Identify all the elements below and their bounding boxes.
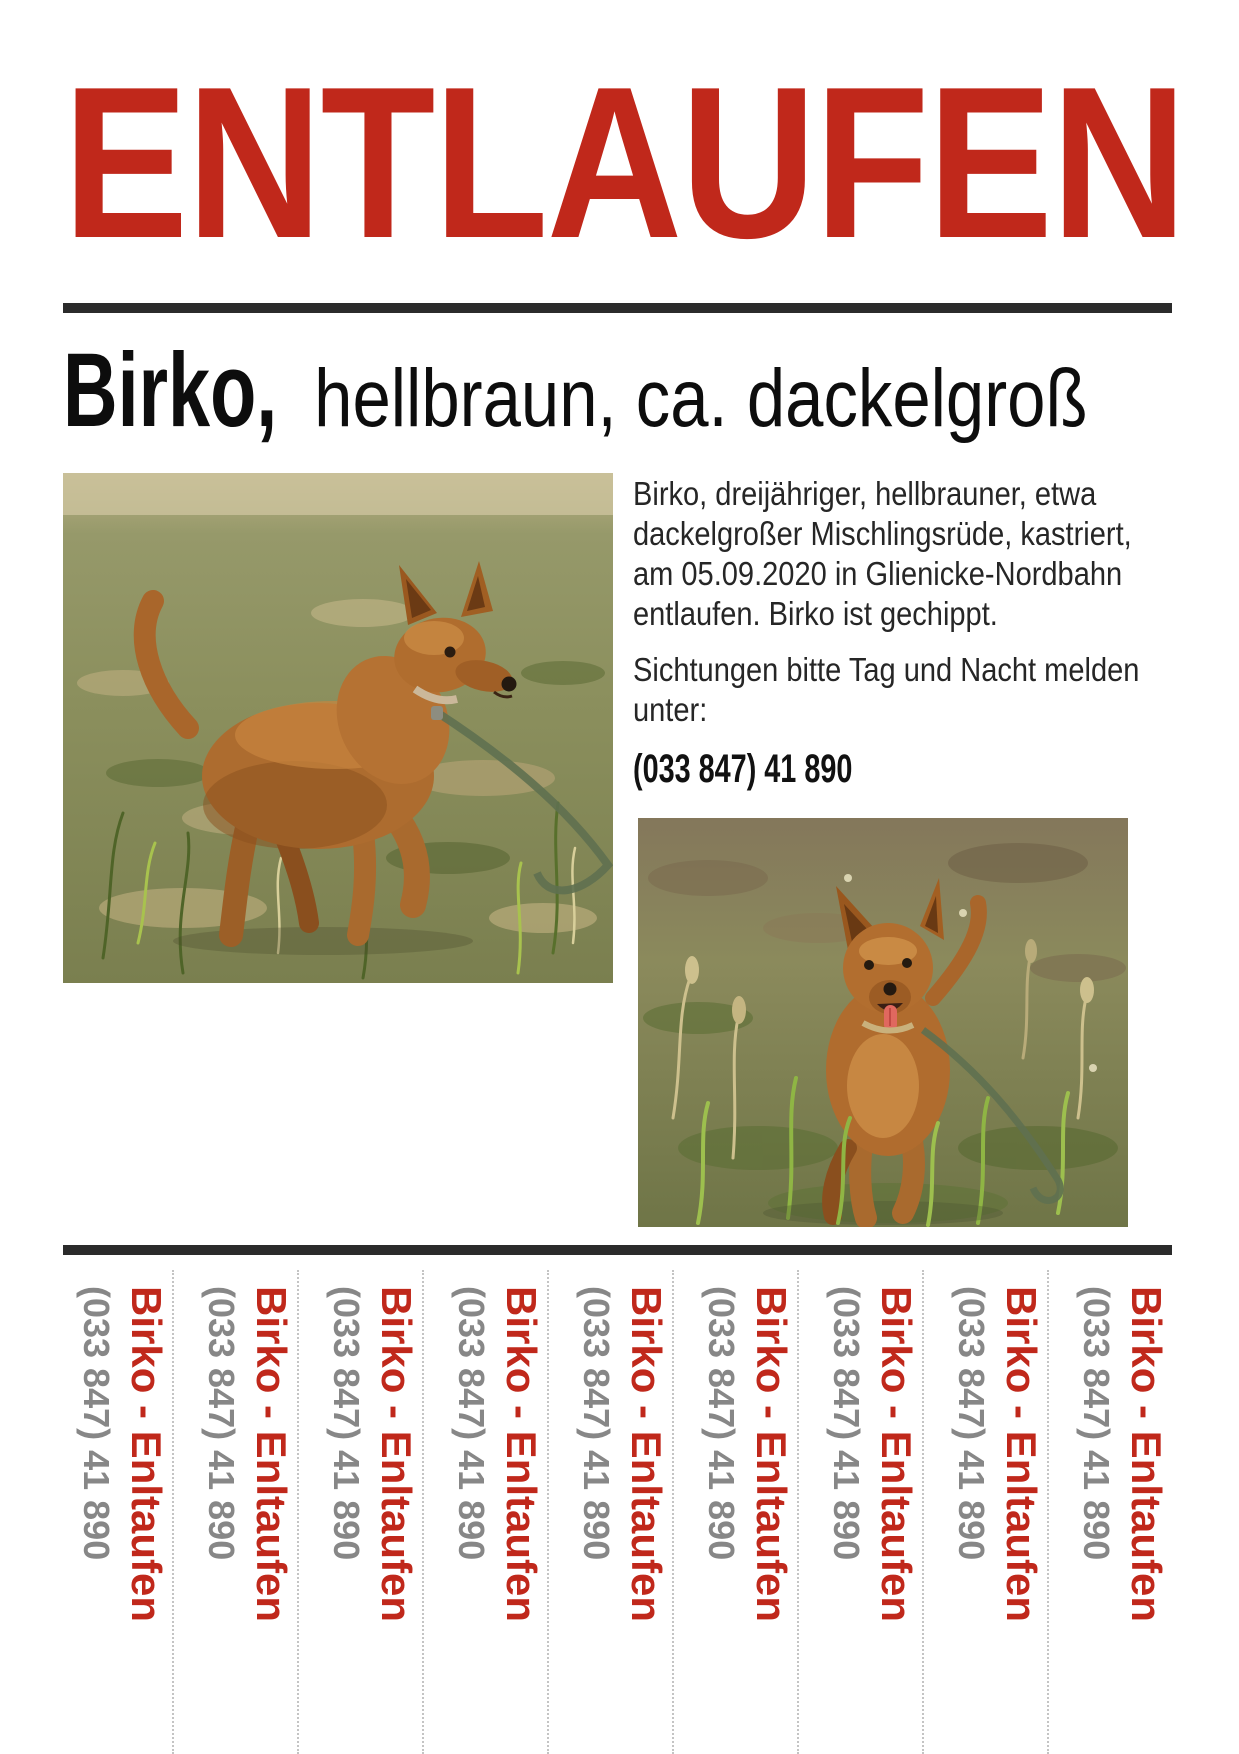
description-line: Birko, dreijähriger, hellbrauner, etwa <box>633 475 1097 512</box>
tear-off-name-line: Birko - Enltaufen <box>498 1286 545 1623</box>
tear-off-strip <box>924 1270 1049 1754</box>
tear-off-text <box>196 1286 296 1746</box>
dog-name: Birko, <box>63 332 278 449</box>
description-line: am 05.09.2020 in Glienicke-Nordbahn <box>633 555 1123 592</box>
tear-off-strip <box>549 1270 674 1754</box>
phone-number: (033 847) 41 890 <box>633 747 853 791</box>
bottom-divider <box>63 1245 1172 1255</box>
tear-off-text <box>696 1286 796 1746</box>
tear-off-text <box>321 1286 421 1746</box>
dog-title <box>63 332 1238 449</box>
dog-photo-running <box>638 818 1128 1227</box>
tear-off-name-line: Birko - Enltaufen <box>998 1286 1045 1623</box>
tear-off-name-line: Birko - Enltaufen <box>873 1286 920 1623</box>
tear-off-phone-line: (033 847) 41 890 <box>701 1286 742 1561</box>
tear-off-strip <box>799 1270 924 1754</box>
description-paragraph-1 <box>633 474 1203 634</box>
tear-off-strip <box>1049 1270 1190 1754</box>
tear-off-text <box>1071 1286 1171 1746</box>
tear-off-text <box>946 1286 1046 1746</box>
tear-off-text <box>446 1286 546 1746</box>
tear-off-row <box>49 1270 1190 1754</box>
tear-off-phone-line: (033 847) 41 890 <box>201 1286 242 1561</box>
description-line: unter: <box>633 691 708 728</box>
dog-description-short: hellbraun, ca. dackelgroß <box>294 353 1088 444</box>
tear-off-strip <box>174 1270 299 1754</box>
tear-off-text <box>571 1286 671 1746</box>
tear-off-text <box>71 1286 171 1746</box>
poster-headline: ENTLAUFEN <box>63 41 1186 283</box>
top-divider <box>63 303 1172 313</box>
description-line: entlaufen. Birko ist gechippt. <box>633 595 998 632</box>
description-line: dackelgroßer Mischlingsrüde, kastriert, <box>633 515 1132 552</box>
tear-off-name-line: Birko - Enltaufen <box>373 1286 420 1623</box>
tear-off-phone-line: (033 847) 41 890 <box>76 1286 117 1561</box>
tear-off-name-line: Birko - Enltaufen <box>623 1286 670 1623</box>
tear-off-strip <box>299 1270 424 1754</box>
tear-off-phone-line: (033 847) 41 890 <box>951 1286 992 1561</box>
tear-off-text <box>821 1286 921 1746</box>
tear-off-phone-line: (033 847) 41 890 <box>826 1286 867 1561</box>
tear-off-name-line: Birko - Enltaufen <box>123 1286 170 1623</box>
tear-off-phone-line: (033 847) 41 890 <box>451 1286 492 1561</box>
tear-off-strip <box>674 1270 799 1754</box>
tear-off-phone-line: (033 847) 41 890 <box>1076 1286 1117 1561</box>
dog-photo-side <box>63 473 613 983</box>
tear-off-strip <box>49 1270 174 1754</box>
description-paragraph-2 <box>633 650 1203 730</box>
tear-off-phone-line: (033 847) 41 890 <box>326 1286 367 1561</box>
tear-off-phone-line: (033 847) 41 890 <box>576 1286 617 1561</box>
tear-off-name-line: Birko - Enltaufen <box>1123 1286 1170 1623</box>
tear-off-name-line: Birko - Enltaufen <box>248 1286 295 1623</box>
description-column <box>633 474 1203 793</box>
tear-off-strip <box>424 1270 549 1754</box>
tear-off-name-line: Birko - Enltaufen <box>748 1286 795 1623</box>
description-line: Sichtungen bitte Tag und Nacht melden <box>633 651 1140 688</box>
